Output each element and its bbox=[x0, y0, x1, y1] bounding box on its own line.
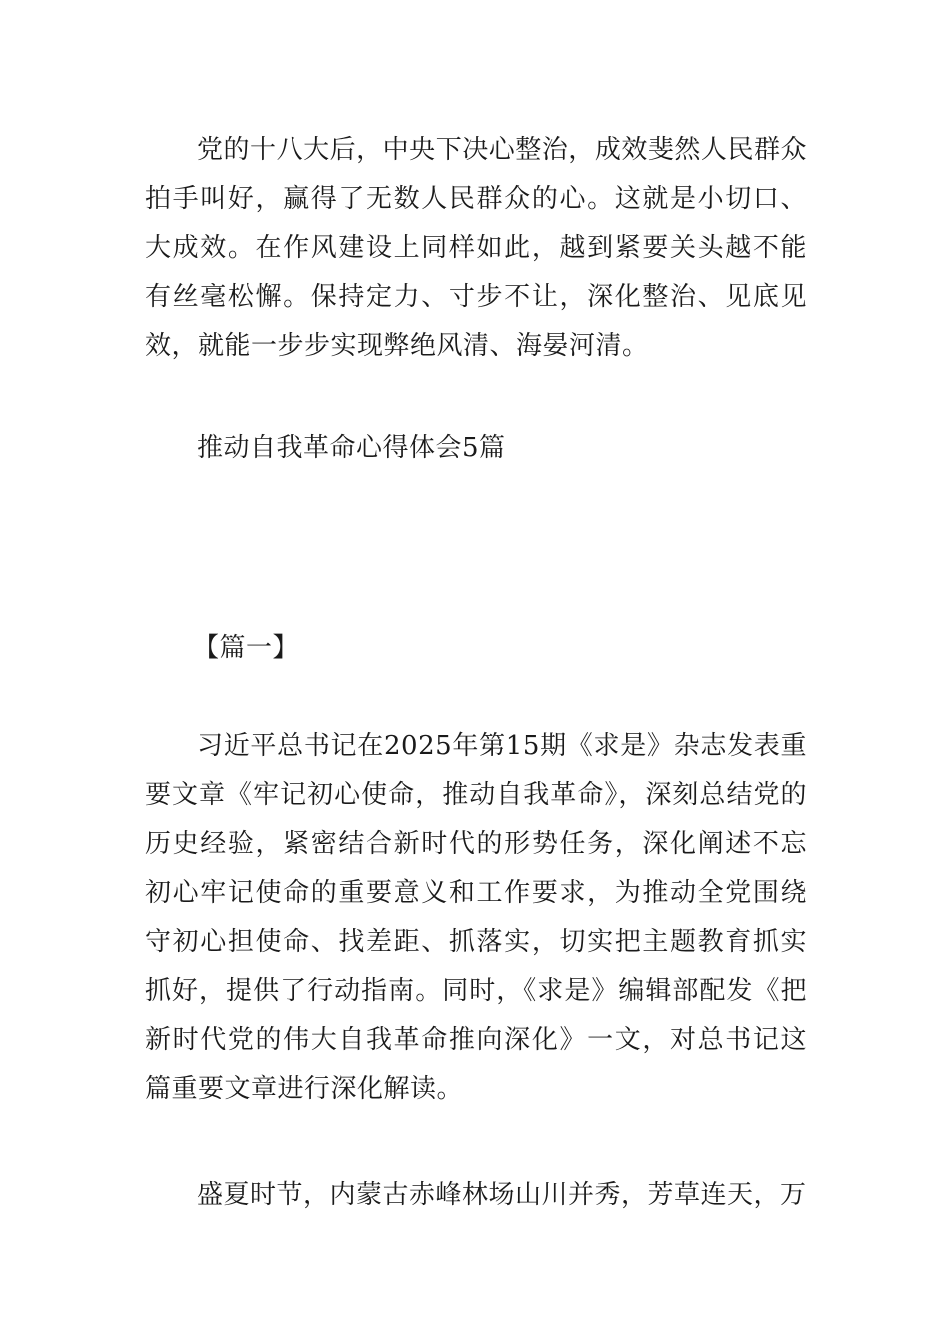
body-paragraph: 盛夏时节，内蒙古赤峰林场山川并秀，芳草连天，万 bbox=[197, 1180, 807, 1210]
body-paragraph: 党的十八大后，中央下决心整治，成效斐然人民群众拍手叫好，赢得了无数人民群众的心。这就是小切口、大成效。在作风建设上同样如此，越到紧要关头越不能有丝毫松懈。保持定力、寸步不让，深化整治、见底见效，就能一步步实现弊绝风清、海晏河清。 bbox=[145, 135, 807, 361]
document-title: 推动自我革命心得体会5篇 bbox=[197, 433, 506, 463]
section-heading: 【篇一】 bbox=[193, 633, 300, 663]
body-paragraph: 习近平总书记在2025年第15期《求是》杂志发表重要文章《牢记初心使命，推动自我革命》，深刻总结党的历史经验，紧密结合新时代的形势任务，深化阐述不忘初心牢记使命的重要意义和工作要求，为推动全党围绕守初心担使命、找差距、抓落实，切实把主题教育抓实抓好，提供了行动指南。同时，《求是》编辑部配发《把新时代党的伟大自我革命推向深化》一文，对总书记这篇重要文章进行深化解读。 bbox=[145, 731, 807, 1104]
